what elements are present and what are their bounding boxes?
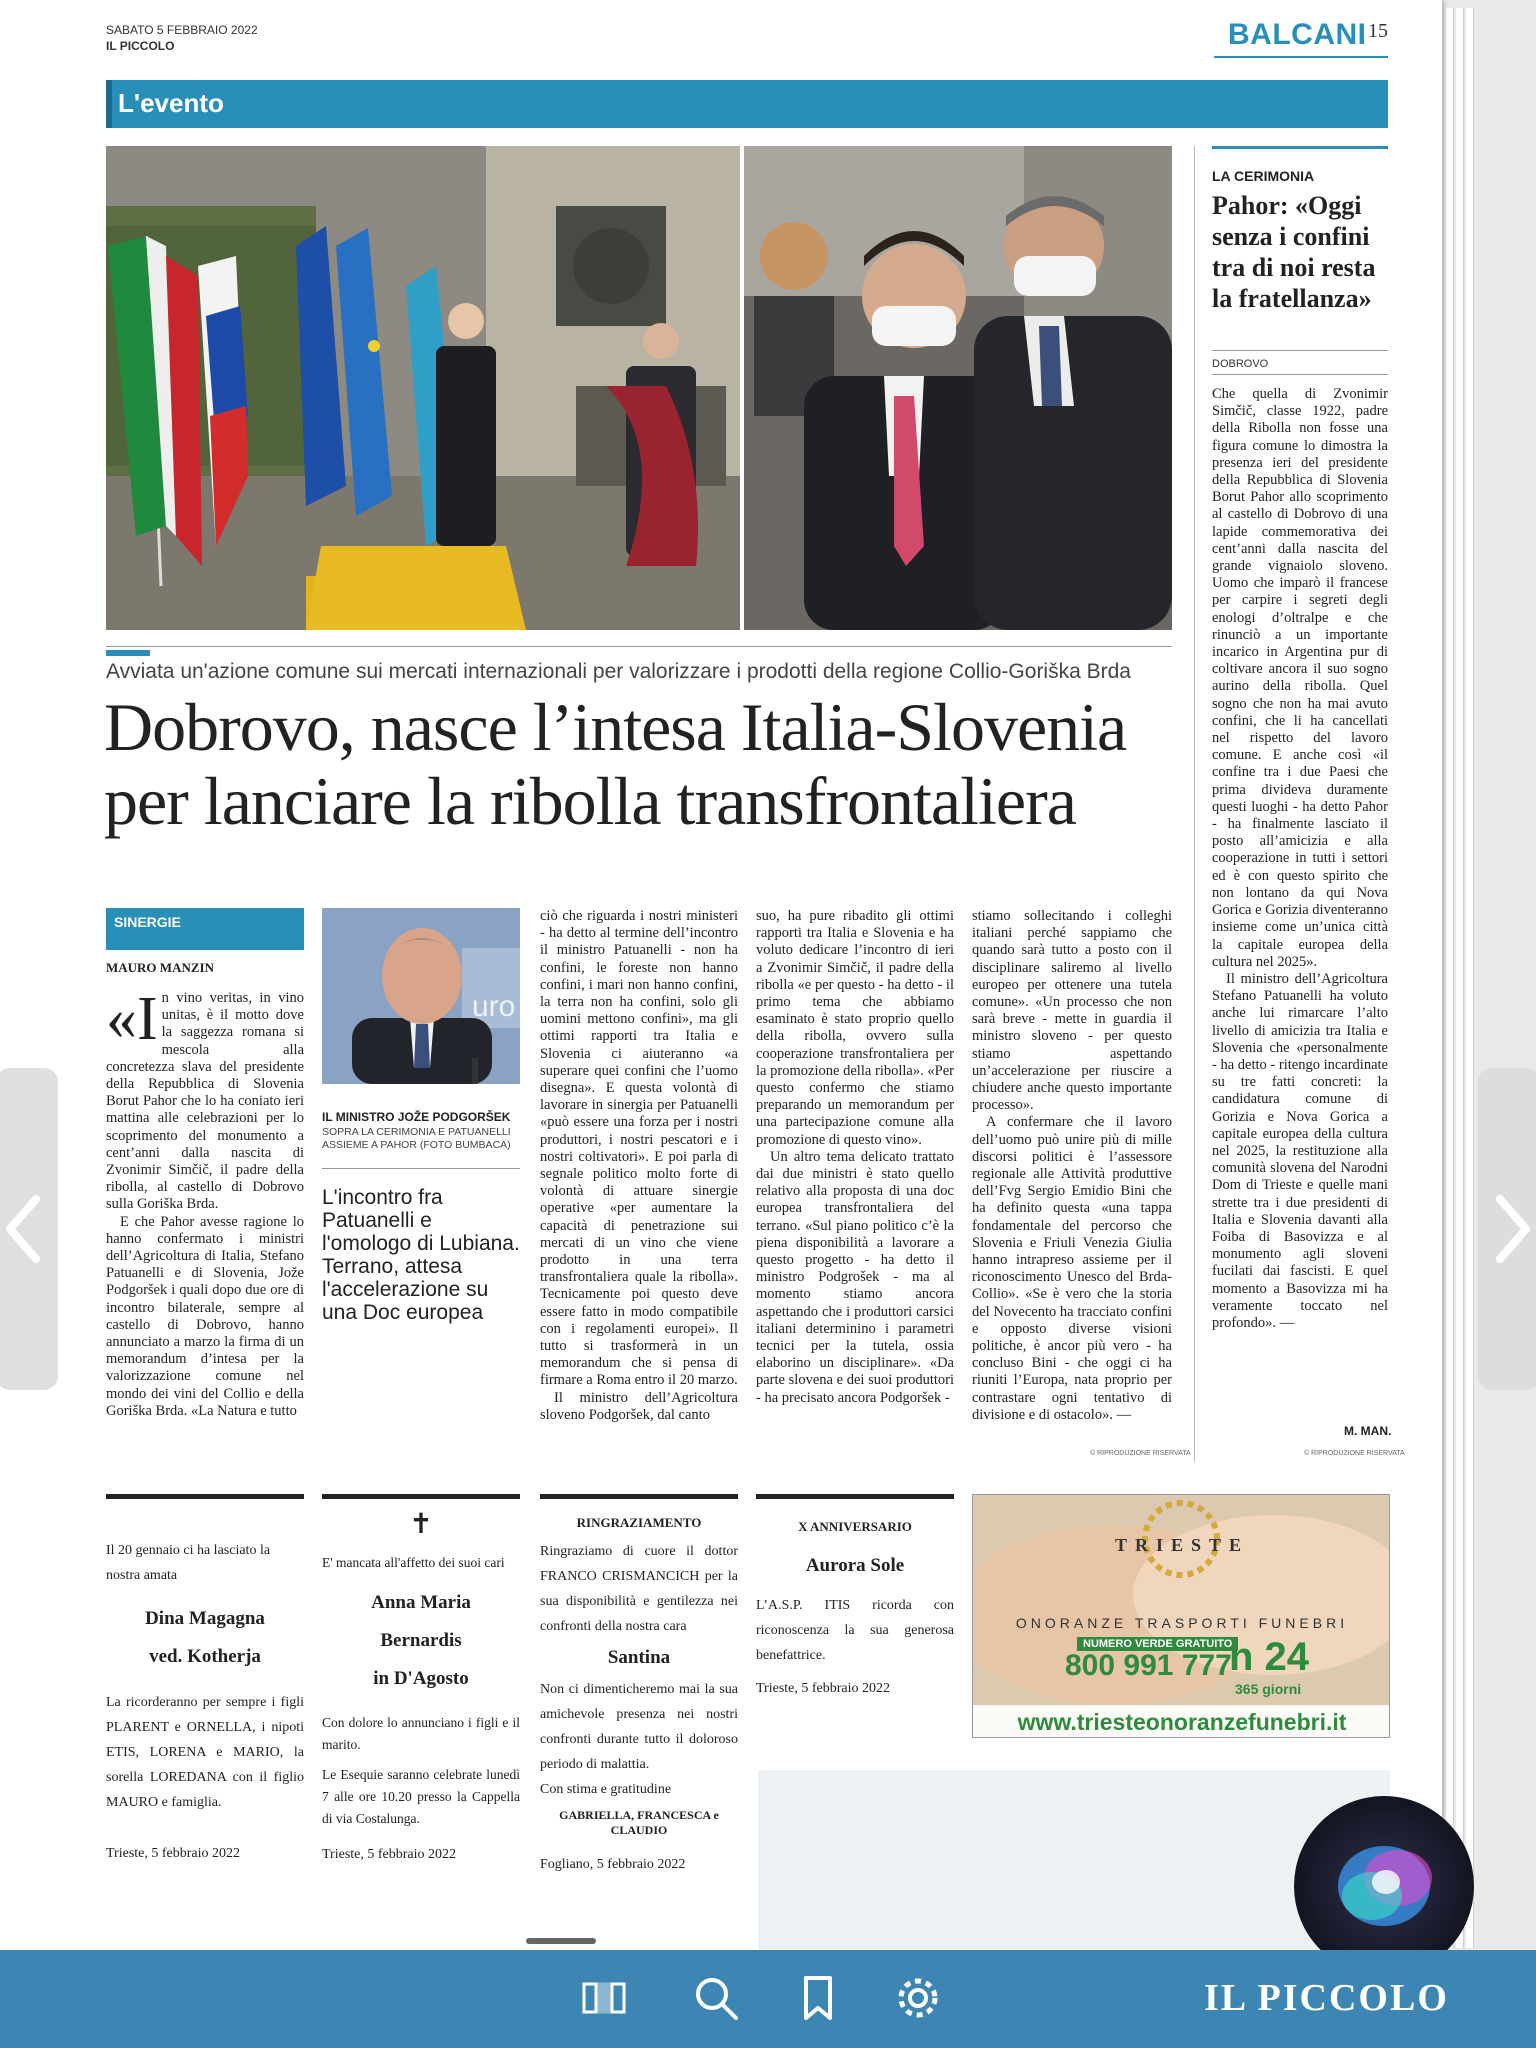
- sidebar-signature: M. MAN.: [1344, 1424, 1392, 1438]
- divider: [1212, 374, 1388, 375]
- obituary-name: Aurora Sole: [805, 1555, 905, 1576]
- obituary-1: [106, 1494, 304, 1866]
- paper-name: IL PICCOLO: [106, 39, 175, 53]
- paragraph: Il ministro dell’Agricoltura sloveno Podgoršek, dal canto: [540, 1389, 738, 1423]
- section-title: BALCANI: [1228, 18, 1367, 51]
- ad-days: 365 giorni: [1235, 1681, 1302, 1697]
- obituary-name: Bernardis: [380, 1630, 462, 1651]
- ad-hours: h 24: [1229, 1635, 1310, 1679]
- obituary-intro: Ringraziamo di cuore il dottor FRANCO CRISMANCICH per la sua disponibilità e gentilezza nei confronti della nostra cara: [540, 1544, 738, 1634]
- obituary-date: Trieste, 5 febbraio 2022: [322, 1847, 457, 1862]
- sidebar-text: [1212, 386, 1388, 1332]
- article-column-3: [540, 908, 738, 1424]
- page-header-meta: [106, 22, 258, 54]
- page-stack-edge: [1446, 8, 1454, 1948]
- obituary-body: Con dolore lo annunciano i figli e il marito.: [322, 1715, 520, 1752]
- ad-url: www.triesteonoranzefunebri.it: [1017, 1709, 1347, 1735]
- obituary-2: [322, 1494, 520, 1867]
- obituary-name: Anna Maria: [371, 1592, 471, 1613]
- cross-icon: ✝: [409, 1509, 433, 1540]
- obituary-3: [540, 1494, 738, 1877]
- obituary-date: Trieste, 5 febbraio 2022: [106, 1846, 241, 1861]
- next-page-button[interactable]: [1478, 1068, 1536, 1390]
- page-number: 15: [1368, 20, 1388, 42]
- paragraph: stiamo sollecitando i colleghi italiani perché sappiamo che quando sarà tutto a posto con il disciplinare saliremo al livello europeo per ottenere una tutela comune». «Un processo che non sarà breve - mette in guardia il ministro sloveno - per questo stiamo aspettando un’accelerazione per riuscire a chiudere anche questo importante processo».: [972, 908, 1172, 1114]
- sidebar-title: Pahor: «Oggi senza i confini tra di noi resta la fratellanza»: [1212, 191, 1376, 313]
- app-logo: IL PICCOLO: [1204, 1977, 1449, 2019]
- obituary-name: Dina Magagna: [145, 1608, 265, 1629]
- previous-page-button[interactable]: [0, 1068, 58, 1390]
- ad-tagline: ONORANZE TRASPORTI FUNEBRI: [1015, 1615, 1349, 1631]
- article-tag-label: SINERGIE: [114, 914, 181, 930]
- rights-notice: © RIPRODUZIONE RISERVATA: [1090, 1450, 1191, 1457]
- svg-text:uro: uro: [472, 990, 516, 1023]
- article-column-5: [972, 908, 1172, 1424]
- obituary-signature: GABRIELLA, FRANCESCA e CLAUDIO: [559, 1808, 719, 1837]
- page-view-icon[interactable]: [580, 1974, 628, 2022]
- pull-quote: L'incontro fra Patuanelli e l'omologo di Lubiana. Terrano, attesa l'accelerazione su una Doc europea: [322, 1186, 520, 1324]
- sidebar-kicker: LA CERIMONIA: [1212, 168, 1315, 184]
- obituary-name: in D'Agosto: [373, 1668, 469, 1689]
- settings-gear-icon[interactable]: [894, 1974, 942, 2022]
- obituary-body: Con stima e gratitudine: [540, 1782, 672, 1797]
- ad-brand: TRIESTE: [1114, 1535, 1250, 1555]
- minister-portrait[interactable]: [322, 908, 520, 1084]
- paragraph: ciò che riguarda i nostri ministeri - ha detto al termine dell’incontro il ministro Patuanelli - non ha confini, le foreste non hanno confini, i mari non hanno confini, la terra non ha confini, solo gli uomini mettono confini», ma gli ottimi rapporti tra Italia e Slovenia ci aiuteranno «a superare quei confini che l’uomo disegna». E questa volontà di lavorare in sinergia per Patuanelli «può essere una forza per i nostri produttori, i nostri pescatori e i nostri coltivatori». E poi parla di segnale politico molto forte di volontà di attuare sinergie operative «per aumentare la capacità di penetrazione sui mercati di un vino che viene prodotto in una terra transfrontaliera quale la ribolla». Tecnicamente poi questo deve essere fatto in modo compatibile con i regolamenti europei». Il tutto si trasformerà in un memorandum che si pensa di firmare a Roma entro il 20 marzo.: [540, 908, 738, 1389]
- portrait-caption-text: SOPRA LA CERIMONIA E PATUANELLI ASSIEME A PAHOR (FOTO BUMBACA): [322, 1126, 511, 1151]
- obituary-body: L’A.S.P. ITIS ricorda con riconoscenza la sua generosa benefattrice.: [756, 1598, 954, 1663]
- paragraph: Che quella di Zvonimir Simčič, classe 1922, padre della Ribolla non fosse una figura comune lo dimostra la presenza ieri del presidente della Repubblica di Slovenia Borut Pahor allo scoprimento al castello di Dobrovo di una lapide commemorativa dei cent’anni dalla nascita del grande vignaiolo sloveno. Uomo che imparò il francese per carpire i segreti degli enologi d’oltralpe e che rinunciò a un importante incarico in Argentina pur di coltivare ancora il suo sogno aurino della ribolla. Quel sogno che non ha mai avuto confini, che li ha cancellati nel rispetto del lavoro comune. E anche così «il confine tra i due Paesi che prima divideva duramente questi luoghi - ha detto Pahor - ha finalmente lasciato il posto all’amicizia e alla cooperazione in tutti i settori ed è con questo spirito che non lontano da qui Nova Gorica e Gorizia diventeranno insieme come un’unica città la capitale europea della cultura nel 2025».: [1212, 386, 1388, 970]
- paragraph: E che Pahor avesse ragione lo hanno confermato i ministri dell’Agricoltura di Italia, Stefano Patuanelli e di Slovenia, Jože Podgoršek i quali dopo due ore di incontro bilaterale, sempre al castello di Dobrovo, hanno annunciato a marzo la firma di un memorandum d’intesa per la valorizzazione comune nel mondo dei vini del Collio e della Goriška Brda. «La Natura e tutto: [106, 1213, 304, 1419]
- paragraph: Il ministro dell’Agricoltura Stefano Patuanelli ha voluto anche lui rimarcare l’alto livello di amicizia tra Italia e Slovenia che «personalmente - ha detto - ritengo incardinate su tre fatti concreti: la candidatura comune di Gorizia e Nova Gorica a capitale europea della cultura nel 2025, la restituzione alla comunità slovena del Narodni Dom di Trieste e quelle mani strette tra i due presidenti di Italia e Slovenia davanti alla Foiba di Basovizza e al monumento agli sloveni fucilati dai fascisti. E quel momento a Basovizza mi ha veramente toccato nel profondo». —: [1212, 970, 1388, 1331]
- obituary-date: Fogliano, 5 febbraio 2022: [540, 1857, 686, 1872]
- paragraph: A confermare che il lavoro dell’uomo può unire più di mille discorsi politici è l’assessore regionale alle Attività produttive dell’Fvg Sergio Emidio Bini che ha definito questa «una tappa fondamentale del percorso che Slovenia e Friuli Venezia Giulia hanno intrapreso assieme per il riconoscimento Unesco del Brda-Collio». «Se è vero che la storia del Novecento ha tracciato confini e opposto diverse visioni politiche, è ancor più vero - ha concluso Bini - che oggi ci ha riuniti l’Europa, nata proprio per contrastare ogni tentativo di divisione e di ostacolo». —: [972, 1114, 1172, 1423]
- obituary-heading: X ANNIVERSARIO: [798, 1519, 912, 1534]
- sidebar-top-rule: [1212, 146, 1388, 149]
- ad-phone: 800 991 777: [1065, 1649, 1232, 1682]
- page-stack-edge: [1456, 8, 1464, 1948]
- obituary-heading: RINGRAZIAMENTO: [576, 1515, 702, 1530]
- divider: [322, 1168, 520, 1169]
- ministers-photo[interactable]: [744, 146, 1172, 630]
- obituary-4: [756, 1494, 954, 1701]
- page-scroll-handle[interactable]: [526, 1938, 596, 1944]
- ad-freephone-label: NUMERO VERDE GRATUITO: [1077, 1637, 1238, 1651]
- obituary-date: Trieste, 5 febbraio 2022: [756, 1681, 891, 1696]
- paragraph: suo, ha pure ribadito gli ottimi rapporti tra Italia e Slovenia e ha voluto dedicare l’incontro di ieri a Zvonimir Simčič, il padre della ribolla «e per questo - ha detto - il primo tema che abbiamo esaminato è stato proprio quello della ribolla, ovvero sulla cooperazione transfrontaliera per la promozione della ribolla». «Per questo confermo che stiamo preparando un memorandum per una partecipazione comune alla promozione di questo vino».: [756, 908, 954, 1148]
- headline-line: Dobrovo, nasce l’intesa Italia-Slovenia: [104, 689, 1127, 765]
- obituary-name: ved. Kotherja: [149, 1646, 261, 1667]
- article-subtitle: Avviata un'azione comune sui mercati internazionali per valorizzare i prodotti della regione Collio-Goriška Brda: [106, 660, 1131, 683]
- article-headline: [104, 690, 1204, 838]
- search-icon[interactable]: [692, 1974, 740, 2022]
- paragraph: Un altro tema delicato trattato dai due ministri è stato quello relativo alla proposta di una doc europea transfrontaliera del terrano. «Sul piano politico c’è la piena disponibilità a lavorare a questo progetto - ha detto il ministro Podgrošek - ma al momento stiamo ancora aspettando che i produttori carsici italiani determinino i parametri tecnici per la tutela, ossia elaborino un disciplinare». «Da parte slovena e dei suoi produttori - ha precisato ancora Podgoršek -: [756, 1148, 954, 1406]
- column-divider: [1194, 146, 1195, 1462]
- obituary-body: Non ci dimenticheremo mai la sua amichevole presenza nei nostri confronti durante tutto il doloroso periodo di malattia.: [540, 1682, 738, 1772]
- siri-orb-icon[interactable]: [1294, 1796, 1474, 1976]
- article-column-1: [106, 985, 304, 1420]
- issue-date: SABATO 5 FEBBRAIO 2022: [106, 23, 258, 37]
- kicker-bar: [106, 650, 150, 656]
- section-underline: [1214, 56, 1388, 58]
- article-column-4: [756, 908, 954, 1407]
- obituary-body: La ricorderanno per sempre i figli PLARENT e ORNELLA, i nipoti ETIS, LORENA e MARIO, la sorella LOREDANA con il figlio MAURO e famiglia.: [106, 1695, 304, 1810]
- portrait-caption-title: IL MINISTRO JOŽE PODGORŠEK: [322, 1110, 511, 1124]
- article-author: MAURO MANZIN: [106, 960, 214, 975]
- divider: [1212, 350, 1388, 351]
- article-tag: [106, 908, 304, 950]
- rights-notice: © RIPRODUZIONE RISERVATA: [1304, 1450, 1405, 1457]
- bookmark-icon[interactable]: [794, 1974, 842, 2022]
- paragraph: n vino veritas, in vino unitas, è il motto dove la saggezza romana si mescola alla concretezza slava del presidente della Repubblica di Slovenia Borut Pahor che lo ha coniato ieri mattina alle celebrazioni per lo scoprimento del monumento a cent’anni dalla nascita di Zvonimir Simčič, il padre della ribolla, al castello di Dobrovo sulla Goriška Brda.: [106, 990, 304, 1213]
- obituary-body: Le Esequie saranno celebrate lunedì 7 alle ore 10.20 presso la Cappella di via Costalunga.: [322, 1767, 520, 1826]
- obituary-name: Santina: [607, 1647, 671, 1668]
- dropcap-quote: «I: [106, 985, 158, 1053]
- obituary-intro: E' mancata all'affetto dei suoi cari: [322, 1555, 505, 1570]
- funeral-services-ad[interactable]: [972, 1494, 1390, 1738]
- obituary-intro: Il 20 gennaio ci ha lasciato la nostra amata: [106, 1543, 271, 1583]
- headline-line: per lanciare la ribolla transfrontaliera: [104, 763, 1076, 839]
- page-stack-edge: [1466, 8, 1474, 1948]
- event-band: [106, 80, 1388, 128]
- sidebar-dateline: DOBROVO: [1212, 358, 1269, 370]
- divider: [106, 646, 1172, 647]
- event-band-label: L'evento: [118, 88, 224, 118]
- ceremony-photo[interactable]: [106, 146, 740, 630]
